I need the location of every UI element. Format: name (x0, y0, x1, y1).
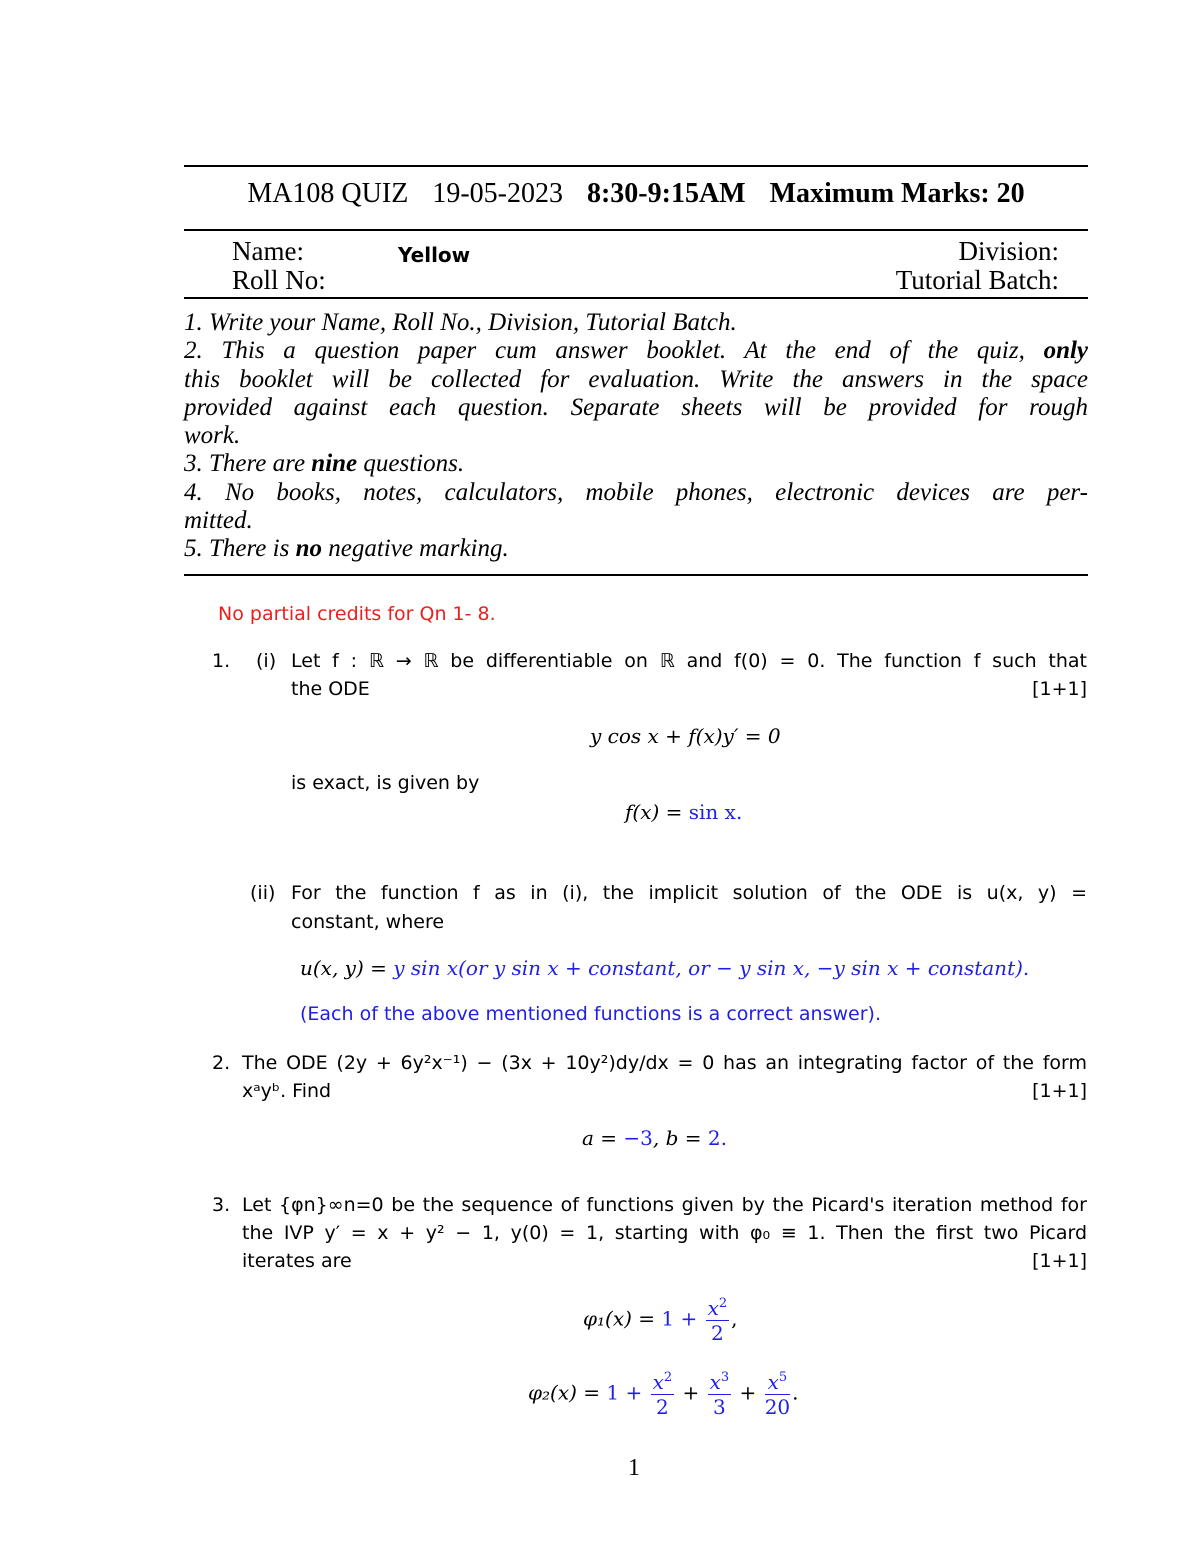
q1-text-line-3: is exact, is given by (291, 772, 480, 794)
q2-answer: a = −3, b = 2. (582, 1126, 727, 1150)
q1-answer-i: f(x) = sin x. (625, 800, 743, 824)
q1-answer-i-value: sin x. (688, 800, 743, 824)
q2-a-value: −3 (623, 1126, 653, 1150)
instructions: 1. Write your Name, Roll No., Division, Tutorial Batch. 2. This a question paper cum answer booklet. At the end of the quiz, only this booklet will be collected for evaluation. Write the answers in the space provided against each question. Separate sheets will be provided for rough work. 3. There are nine questions. 4. No books, notes, calculators, mobile phones, electronic devices are per- mitted. 5. There is no negative marking. (184, 309, 1089, 563)
q3-text-line-2: the IVP y′ = x + y² − 1, y(0) = 1, starting with φ₀ ≡ 1. Then the first two Picard (242, 1222, 1087, 1244)
fields-rule (184, 297, 1088, 299)
q2-text-line-2: xᵃyᵇ. Find (242, 1080, 332, 1102)
q2-marks: [1+1] (1032, 1080, 1087, 1102)
q3-text-line-3: iterates are (242, 1250, 352, 1272)
q1-ii-text-line-1: For the function f as in (i), the implicit solution of the ODE is u(x, y) = (291, 882, 1087, 904)
q3-phi2: φ₂(x) = 1 + $\frac{x^2}{2}$ + $\frac{x^3}{3}$ + $\frac{x^5}{20}$ . (528, 1366, 799, 1419)
q1-part-i-label: (i) (256, 650, 277, 672)
instruction-5: 5. There is no negative marking. (184, 535, 509, 563)
quiz-header (184, 178, 1088, 210)
course-title: MA108 QUIZ (247, 178, 409, 209)
q1-answer-note: (Each of the above mentioned functions is a correct answer). (300, 1003, 881, 1025)
q1-answer-ii: u(x, y) = y sin x(or y sin x + constant, or − y sin x, −y sin x + constant). (300, 956, 1030, 980)
partial-credit-note: No partial credits for Qn 1- 8. (218, 603, 496, 625)
batch-label: Tutorial Batch: (895, 265, 1059, 295)
instruction-4: 4. No books, notes, calculators, mobile phones, electronic devices are per- (184, 478, 1088, 506)
roll-label: Roll No: (232, 265, 326, 295)
q1-ode: y cos x + f(x)y′ = 0 (590, 724, 781, 748)
division-label: Division: (958, 236, 1059, 266)
q1-marks: [1+1] (1032, 678, 1087, 700)
name-label: Name: (232, 236, 304, 266)
instruction-1: 1. Write your Name, Roll No., Division, Tutorial Batch. (184, 309, 737, 336)
top-rule (184, 165, 1088, 167)
instruction-2: 2. This a question paper cum answer booklet. At the end of the quiz, only (184, 337, 1089, 365)
quiz-time: 8:30-9:15AM (586, 178, 746, 209)
q2-b-value: 2. (707, 1126, 727, 1150)
q1-text-line-1: Let f : ℝ → ℝ be differentiable on ℝ and f(0) = 0. The function f such that (291, 650, 1087, 672)
name-value[interactable]: Yellow (398, 243, 471, 267)
q1-number: 1. (212, 650, 231, 672)
page-number: 1 (628, 1455, 640, 1481)
q3-marks: [1+1] (1032, 1250, 1087, 1272)
q1-text-line-2: the ODE (291, 678, 370, 700)
q1-part-ii-label: (ii) (250, 882, 276, 904)
q1-ii-text-line-2: constant, where (291, 911, 445, 933)
q3-phi1: φ₁(x) = 1 + $\frac{x^2}{2}$ , (583, 1292, 738, 1345)
instructions-rule (184, 574, 1088, 576)
q3-text-line-1: Let {φn}∞n=0 be the sequence of functions given by the Picard's iteration method for (242, 1194, 1087, 1216)
q2-text-line-1: The ODE (2y + 6y²x⁻¹) − (3x + 10y²)dy/dx = 0 has an integrating factor of the form (242, 1052, 1087, 1074)
q1-answer-ii-value: y sin x(or y sin x + constant, or − y sin x, −y sin x + constant). (393, 956, 1030, 980)
instruction-3: 3. There are nine questions. (184, 450, 465, 478)
quiz-date: 19-05-2023 (432, 178, 563, 209)
max-marks: Maximum Marks: 20 (769, 178, 1025, 209)
q3-number: 3. (212, 1194, 231, 1216)
q3-phi1-fraction: $\frac{x^2}{2}$ (706, 1292, 730, 1345)
header-rule (184, 229, 1088, 231)
q2-number: 2. (212, 1052, 231, 1074)
